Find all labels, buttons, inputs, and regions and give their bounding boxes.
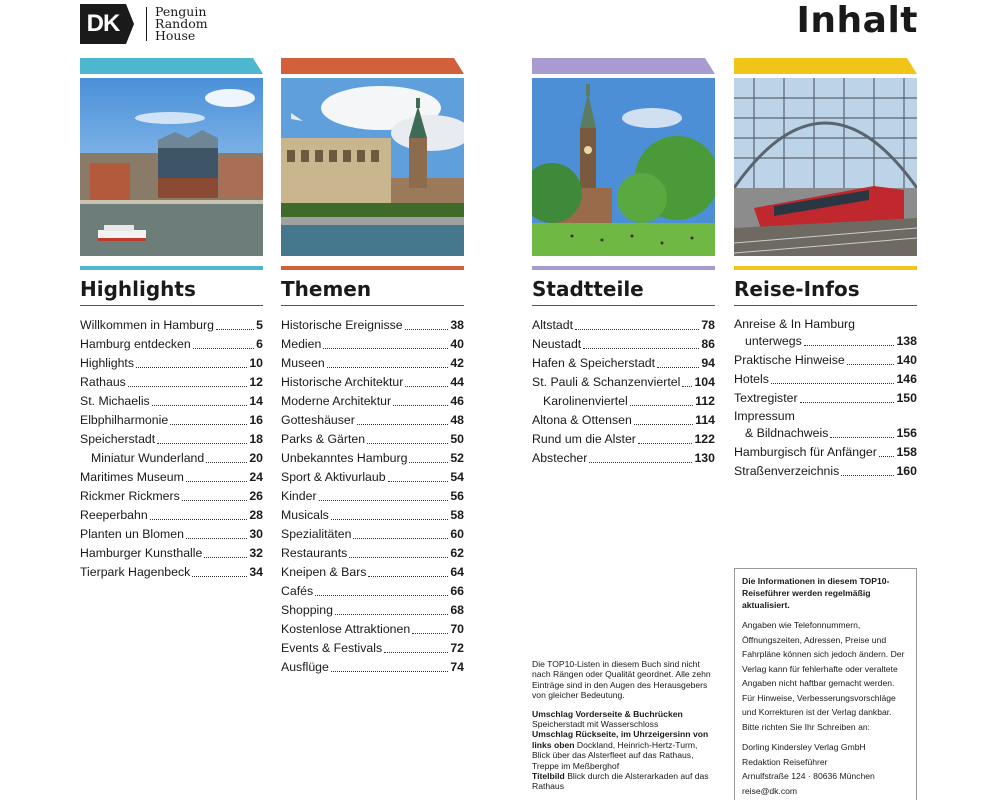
toc-entry[interactable]: Willkommen in Hamburg 5 — [80, 318, 263, 332]
color-tab — [281, 58, 464, 74]
toc-entry[interactable]: St. Michaelis 14 — [80, 394, 263, 408]
toc-entry[interactable]: Ausflüge 74 — [281, 660, 464, 674]
publisher-address: Dorling Kindersley Verlag GmbH Redaktion Reiseführer Arnulfstraße 124 · 80636 München reise@dk.com — [742, 740, 909, 798]
publisher-logo — [80, 4, 208, 44]
column-themen — [281, 58, 464, 677]
color-tab — [80, 58, 263, 74]
page-title: Inhalt — [796, 0, 918, 41]
toc-entry[interactable]: Shopping 68 — [281, 603, 464, 617]
contact-email[interactable]: reise@dk.com — [742, 785, 798, 796]
toc-list — [532, 316, 715, 468]
toc-entry[interactable]: Sport & Aktivurlaub 54 — [281, 470, 464, 484]
toc-entry[interactable]: Hamburgisch für Anfänger 158 — [734, 445, 917, 459]
photo-rathaus — [281, 78, 464, 256]
toc-entry[interactable]: Anreise & In Hamburg unterwegs 138 — [734, 317, 917, 348]
section-title: Reise-Infos — [734, 277, 860, 301]
column-highlights — [80, 58, 263, 582]
toc-entry[interactable]: Planten un Blomen 30 — [80, 527, 263, 541]
toc-entry[interactable]: Abstecher 130 — [532, 451, 715, 465]
toc-entry[interactable]: Kinder 56 — [281, 489, 464, 503]
toc-entry[interactable]: Neustadt 86 — [532, 337, 715, 351]
toc-entry[interactable]: Straßenverzeichnis 160 — [734, 464, 917, 478]
top10-note: Die TOP10-Listen in diesem Buch sind nicht nach Rängen oder Qualität geordnet. Alle zehn Einträge sind in den Augen des Herausgebers von gleicher Bedeutung. — [532, 659, 711, 701]
column-stadtteile — [532, 58, 715, 468]
toc-entry[interactable]: Rickmer Rickmers 26 — [80, 489, 263, 503]
cover-front-text: Speicherstadt mit Wasserschloss — [532, 719, 659, 730]
toc-entry[interactable]: Medien 40 — [281, 337, 464, 351]
toc-entry[interactable]: Hamburger Kunsthalle 32 — [80, 546, 263, 560]
accent-line — [532, 266, 715, 270]
toc-entry[interactable]: Parks & Gärten 50 — [281, 432, 464, 446]
photo-bahnhof-dammtor — [734, 78, 917, 256]
toc-entry[interactable]: Kostenlose Attraktionen 70 — [281, 622, 464, 636]
toc-entry[interactable]: St. Pauli & Schanzenviertel 104 — [532, 375, 715, 389]
color-tab — [734, 58, 917, 74]
cover-notes — [532, 659, 717, 792]
toc-entry[interactable]: Historische Architektur 44 — [281, 375, 464, 389]
title-rule — [80, 305, 263, 306]
toc-entry[interactable]: Hafen & Speicherstadt 94 — [532, 356, 715, 370]
toc-entry[interactable]: Textregister 150 — [734, 391, 917, 405]
column-reise-infos — [734, 58, 917, 481]
toc-entry[interactable]: Karolinenviertel 112 — [543, 394, 715, 408]
toc-entry[interactable]: Elbphilharmonie 16 — [80, 413, 263, 427]
section-title: Themen — [281, 277, 372, 301]
toc-entry[interactable]: Museen 42 — [281, 356, 464, 370]
toc-list — [281, 316, 464, 677]
toc-entry[interactable]: Rund um die Alster 122 — [532, 432, 715, 446]
toc-entry[interactable]: Tierpark Hagenbeck 34 — [80, 565, 263, 579]
title-rule — [281, 305, 464, 306]
toc-entry[interactable]: Spezialitäten 60 — [281, 527, 464, 541]
infobox-header: Die Informationen in diesem TOP10-Reiseführer werden regelmäßig aktualisiert. — [742, 576, 890, 610]
imprint-name: Penguin Random House — [155, 4, 208, 43]
toc-entry[interactable]: Kneipen & Bars 64 — [281, 565, 464, 579]
toc-entry[interactable]: Cafés 66 — [281, 584, 464, 598]
toc-entry[interactable]: Moderne Architektur 46 — [281, 394, 464, 408]
toc-entry[interactable]: Restaurants 62 — [281, 546, 464, 560]
title-image-label: Titelbild — [532, 771, 565, 782]
cover-back-text: Dockland, Heinrich-Hertz-Turm, Blick über das Alsterfleet auf das Rathaus, Treppe im Meßberghof — [532, 739, 698, 771]
accent-line — [281, 266, 464, 270]
toc-entry[interactable]: Musicals 58 — [281, 508, 464, 522]
toc-entry[interactable]: Hotels 146 — [734, 372, 917, 386]
cover-back-label: Umschlag Rückseite, im Uhrzeigersinn von links oben — [532, 729, 709, 750]
toc-entry[interactable]: Hamburg entdecken 6 — [80, 337, 263, 351]
toc-entry[interactable]: Praktische Hinweise 140 — [734, 353, 917, 367]
color-tab — [532, 58, 715, 74]
toc-entry[interactable]: Rathaus 12 — [80, 375, 263, 389]
photo-michel-park — [532, 78, 715, 256]
toc-entry[interactable]: Unbekanntes Hamburg 52 — [281, 451, 464, 465]
accent-line — [734, 266, 917, 270]
toc-entry[interactable]: Highlights 10 — [80, 356, 263, 370]
toc-entry[interactable]: Maritimes Museum 24 — [80, 470, 263, 484]
section-title: Highlights — [80, 277, 196, 301]
dk-logo: DK — [80, 4, 126, 44]
toc-entry[interactable]: Historische Ereignisse 38 — [281, 318, 464, 332]
accent-line — [80, 266, 263, 270]
title-image-text: Blick durch die Alsterarkaden auf das Rathaus — [532, 771, 709, 792]
section-title: Stadtteile — [532, 277, 644, 301]
cover-front-label: Umschlag Vorderseite & Buchrücken — [532, 708, 683, 719]
toc-entry[interactable]: Altona & Ottensen 114 — [532, 413, 715, 427]
toc-entry[interactable]: Impressum & Bildnachweis 156 — [734, 409, 917, 440]
toc-entry[interactable]: Altstadt 78 — [532, 318, 715, 332]
toc-entry[interactable]: Events & Festivals 72 — [281, 641, 464, 655]
toc-entry[interactable]: Reeperbahn 28 — [80, 508, 263, 522]
toc-entry[interactable]: Gotteshäuser 48 — [281, 413, 464, 427]
infobox-body: Angaben wie Telefonnummern, Öffnungszeiten, Adressen, Preise und Fahrpläne können sich jedoch ändern. Der Verlag kann für fehlerhafte oder veraltete Angaben nicht haftbar gemacht werden. Für Hinweise, Verbesserungsvorschläge und Korrekturen ist der Verlag dankbar. Bitte richten Sie Ihr Schreiben an: — [742, 620, 905, 732]
update-info-box — [734, 568, 917, 800]
photo-elbphilharmonie — [80, 78, 263, 256]
toc-list — [734, 316, 917, 481]
toc-entry[interactable]: Miniatur Wunderland 20 — [91, 451, 263, 465]
title-rule — [734, 305, 917, 306]
toc-list — [80, 316, 263, 582]
toc-entry[interactable]: Speicherstadt 18 — [80, 432, 263, 446]
title-rule — [532, 305, 715, 306]
logo-divider — [146, 7, 147, 41]
